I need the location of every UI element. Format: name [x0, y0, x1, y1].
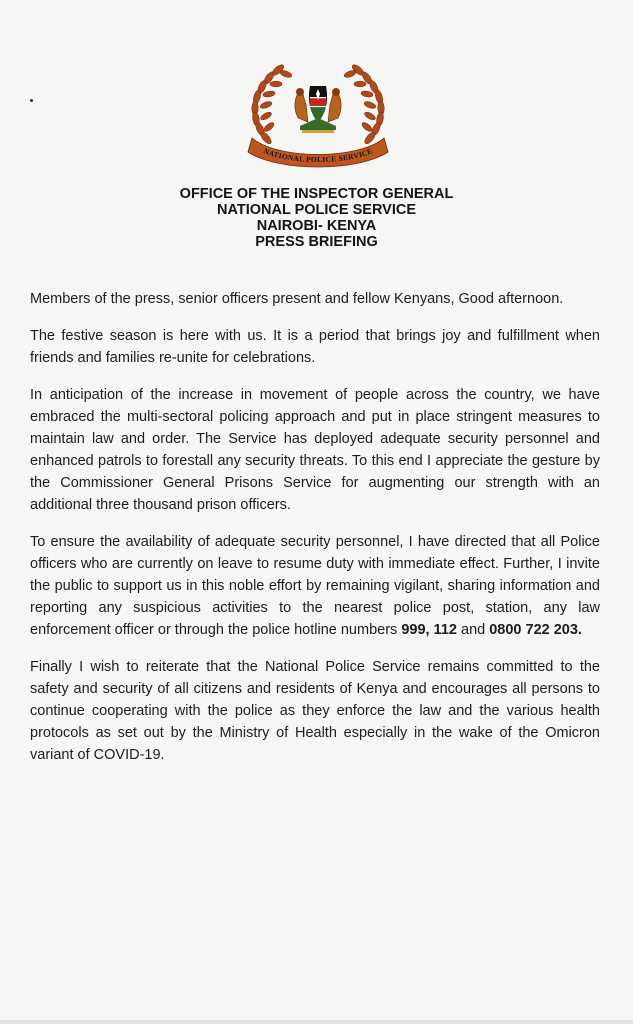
hotline-tollfree: 0800 722 203. [489, 622, 582, 638]
ribbon-text: NATIONAL POLICE SERVICE [262, 146, 374, 165]
stray-mark [30, 99, 33, 102]
paragraph-greeting: Members of the press, senior officers present and fellow Kenyans, Good afternoon. [30, 291, 564, 307]
press-briefing-body [30, 288, 600, 781]
hotline-and: and [461, 622, 486, 638]
page-edge [0, 1020, 633, 1024]
document-header [0, 186, 633, 250]
header-service: NATIONAL POLICE SERVICE [217, 202, 416, 218]
coat-of-arms-icon [295, 86, 341, 133]
leave-recall-text: To ensure the availability of adequate security personnel, I have directed that all Police officers who are currently on leave to resume duty with immediate effect. Further, I invite the public to support us in this noble effort by remaining vigilant, sharing information and reporting any suspicious activities to the nearest police post, station, any law enforcement officer or through the police hotline numbers [30, 534, 600, 638]
paragraph-leave-recall [30, 531, 600, 641]
paragraph-security-measures: In anticipation of the increase in movement of people across the country, we have embraced the multi-sectoral policing approach and put in place stringent measures to maintain law and order. The Service has deployed adequate security personnel and enhanced patrols to forestall any security threats. To this end I appreciate the gesture by the Commissioner General Prisons Service for augmenting our strength with an additional three thousand prison officers. [30, 387, 600, 513]
hotline-numbers: 999, 112 [401, 622, 457, 638]
header-location: NAIROBI- KENYA [256, 218, 377, 234]
paragraph-festive-season: The festive season is here with us. It is a period that brings joy and fulfillment when friends and families re-unite for celebrations. [30, 328, 600, 366]
header-document-type: PRESS BRIEFING [255, 234, 378, 250]
paragraph-commitment: Finally I wish to reiterate that the National Police Service remains committed to the safety and security of all citizens and residents of Kenya and encourages all persons to continue cooperating with the police as they enforce the law and the various health protocols as set out by the Ministry of Health especially in the wake of the Omicron variant of COVID-19. [30, 659, 600, 763]
header-office: OFFICE OF THE INSPECTOR GENERAL [179, 186, 454, 202]
national-police-service-crest [238, 56, 398, 170]
